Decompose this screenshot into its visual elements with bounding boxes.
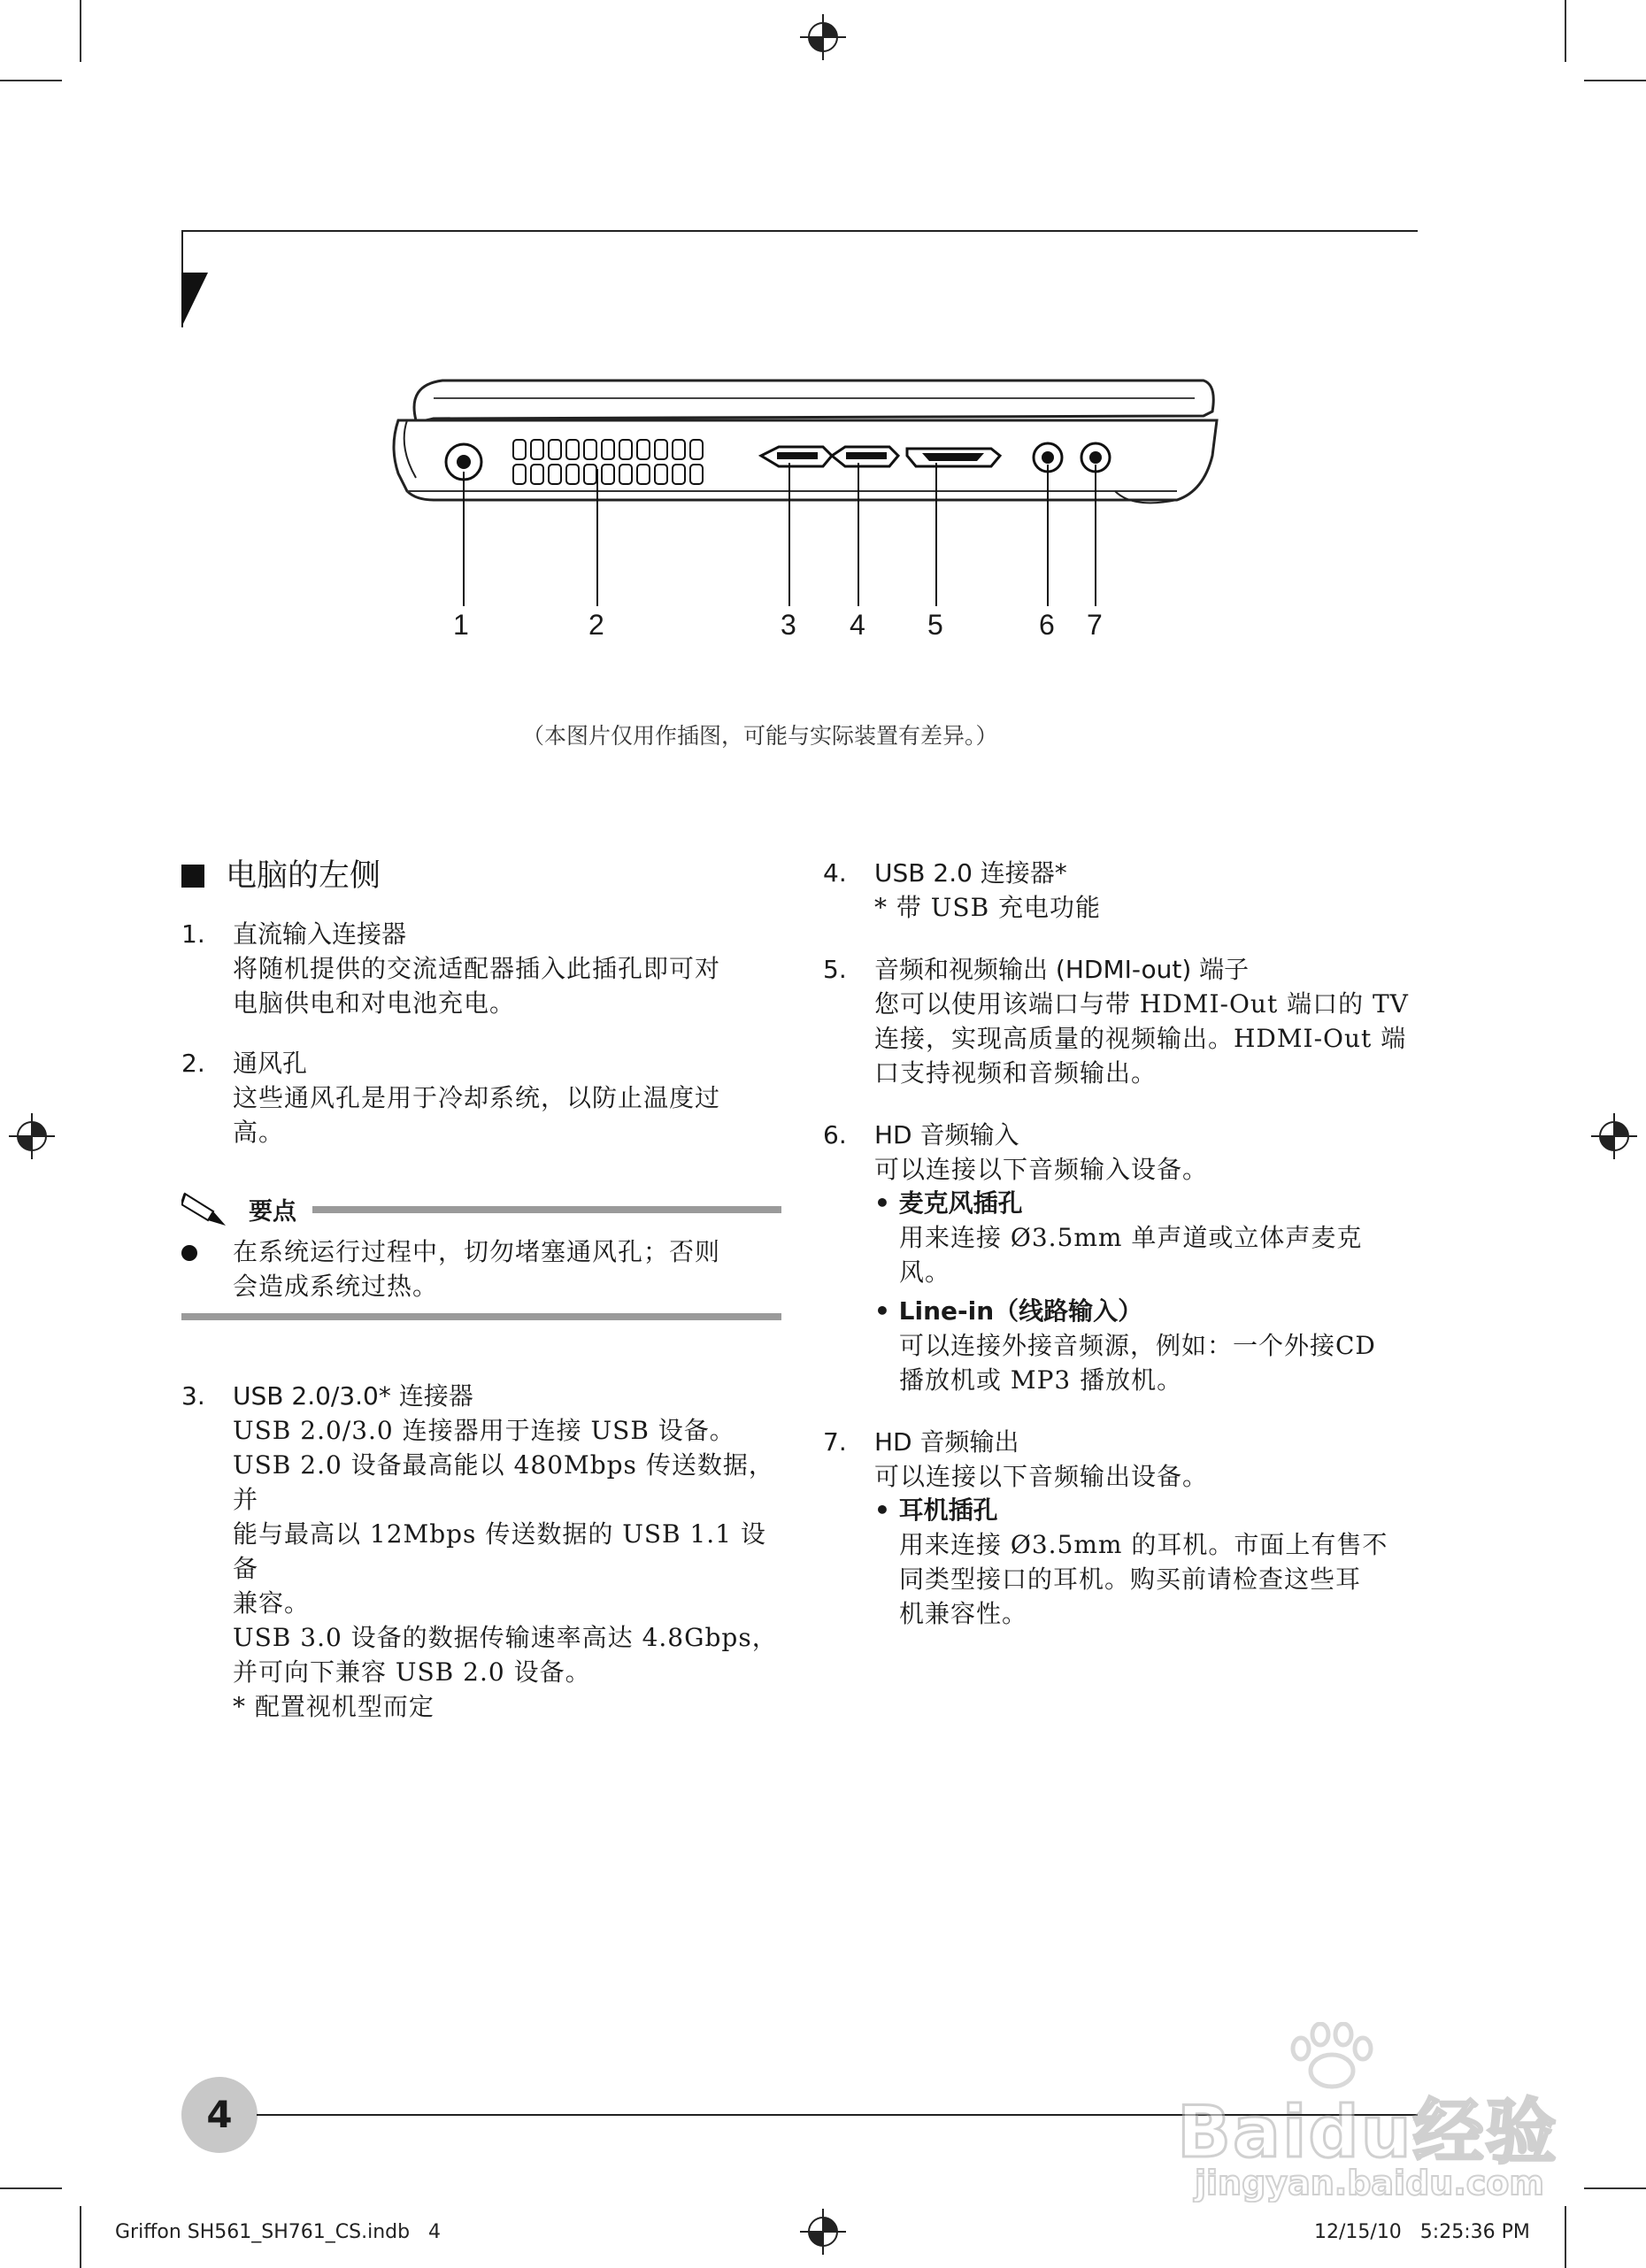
callout-number: 6 [1039, 609, 1055, 641]
crop-mark [0, 80, 62, 81]
crop-mark [1565, 2206, 1566, 2268]
callout-number: 4 [850, 609, 865, 641]
item-dc-in: 1. 直流输入连接器 将随机提供的交流适配器插入此插孔即可对 电脑供电和对电池充电。 [181, 919, 721, 1018]
item-title: HD 音频输出 [874, 1427, 1019, 1457]
registration-mark-icon [798, 2207, 848, 2256]
header-wedge-icon [181, 265, 208, 327]
pencil-icon [181, 1185, 235, 1229]
item-vents: 2. 通风孔 这些通风孔是用于冷却系统，以防止温度过 高。 [181, 1049, 721, 1147]
watermark [1159, 2022, 1566, 2203]
crop-mark [1565, 0, 1566, 62]
callout-number: 2 [588, 609, 604, 641]
crop-mark [80, 2206, 81, 2268]
registration-mark-icon [798, 12, 848, 62]
registration-mark-icon [7, 1111, 57, 1161]
item-hd-audio-in: 6. HD 音频输入 可以连接以下音频输入设备。 • 麦克风插孔 用来连接 Ø3.5mm 单声道或立体声麦克 风。 • Line-in（线路输入） 可以连接外接音频源，例如：一个外接CD 播放机或 MP3 播放机。 [823, 1119, 1425, 1397]
watermark-url: jingyan.baidu.com [1195, 2164, 1544, 2203]
item-title: HD 音频输入 [874, 1120, 1019, 1149]
right-column [823, 857, 1425, 1657]
laptop-left-side-illustration [381, 367, 1230, 659]
square-bullet-icon [181, 865, 204, 888]
note-top-rule [312, 1206, 781, 1213]
callout-number: 1 [453, 609, 469, 641]
sub-item-title: • Line-in（线路输入） [874, 1296, 1143, 1326]
item-hdmi: 5. 音频和视频输出 (HDMI-out) 端子 您可以使用该端口与带 HDMI-Out 端口的 TV 连接，实现高质量的视频输出。HDMI-Out 端 口支持视频和音频输出。 [823, 955, 1409, 1088]
section-heading [181, 854, 783, 898]
item-title: 通风孔 [233, 1049, 308, 1078]
item-title: 音频和视频输出 (HDMI-out) 端子 [874, 955, 1250, 984]
item-title: USB 2.0 连接器* [874, 858, 1067, 888]
callout-number: 3 [781, 609, 796, 641]
header-rule [181, 230, 1418, 232]
crop-mark [80, 0, 81, 62]
sub-item-title: • 耳机插孔 [874, 1495, 998, 1525]
page-number: 4 [181, 2077, 258, 2153]
figure-caption: （本图片仅用作插图，可能与实际装置有差异。） [522, 723, 998, 749]
callout-number: 5 [927, 609, 943, 641]
item-usb-2: 4. USB 2.0 连接器* * 带 USB 充电功能 [823, 858, 1102, 922]
registration-mark-icon [1589, 1111, 1639, 1161]
item-hd-audio-out: 7. HD 音频输出 可以连接以下音频输出设备。 • 耳机插孔 用来连接 Ø3.5mm 的耳机。市面上有售不 同类型接口的耳机。购买前请检查这些耳 机兼容性。 [823, 1426, 1425, 1631]
footer-file: Griffon SH561_SH761_CS.indb 4 [115, 2221, 442, 2243]
item-usb-2-3: 3. USB 2.0/3.0* 连接器 USB 2.0/3.0 连接器用于连接 USB 设备。 USB 2.0 设备最高能以 480Mbps 传送数据，并 能与最高以 12Mbps 传送数据的 USB 1.1 设备 兼容。 USB 3.0 设备的数据传输速率高达 4.8Gbps， 并可向下兼容 USB 2.0 设备。 * 配置视机型而定 [181, 1381, 778, 1721]
note-bottom-rule [181, 1313, 781, 1320]
item-title: USB 2.0/3.0* 连接器 [233, 1381, 473, 1411]
section-title: 电脑的左侧 [226, 858, 381, 894]
note-title: 要点 [249, 1198, 296, 1226]
footer-timestamp: 12/15/10 5:25:36 PM [1314, 2221, 1530, 2243]
note-box: 要点 在系统运行过程中，切勿堵塞通风孔；否则 会造成系统过热。 [181, 1185, 783, 1318]
crop-mark [1584, 2187, 1646, 2189]
left-column [181, 854, 783, 1750]
crop-mark [1584, 80, 1646, 81]
sub-item-title: • 麦克风插孔 [874, 1188, 1023, 1218]
item-title: 直流输入连接器 [233, 919, 407, 949]
note-bullet-icon [181, 1245, 197, 1261]
crop-mark [0, 2187, 62, 2189]
callout-number: 7 [1087, 609, 1103, 641]
watermark-logo: Baidu经验 [1177, 2091, 1558, 2173]
